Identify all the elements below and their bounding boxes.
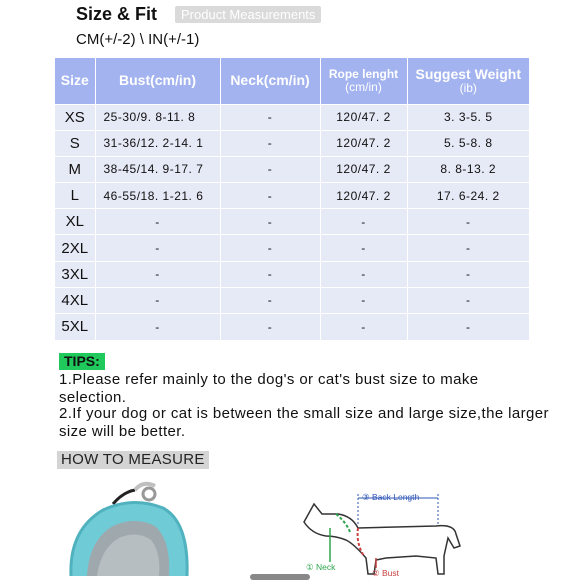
harness-image [63,470,213,580]
cell-weight: - [407,235,529,261]
cell-bust: 38-45/14. 9-17. 7 [95,156,220,182]
dog-measure-diagram [296,484,476,578]
cell-bust: - [95,261,220,287]
header-rope-length: Rope lenght (cm/in) [320,58,407,104]
cell-bust: - [95,235,220,261]
header-bust: Bust(cm/in) [95,58,220,104]
cell-neck: - [220,209,320,235]
cell-size: S [55,130,95,156]
table-row [55,235,529,261]
table-header-row [55,58,529,104]
title-row [76,4,321,25]
tip-1: 1.Please refer mainly to the dog's or cat's bust size to make selection. [59,371,479,406]
cell-bust: 46-55/18. 1-21. 6 [95,183,220,209]
cell-rope: 120/47. 2 [320,183,407,209]
cell-bust: 31-36/12. 2-14. 1 [95,130,220,156]
header-neck: Neck(cm/in) [220,58,320,104]
cell-weight: 3. 3-5. 5 [407,104,529,130]
table-row [55,183,529,209]
page-title: Size & Fit [76,4,158,24]
table-row [55,209,529,235]
cell-size: 2XL [55,235,95,261]
cell-neck: - [220,261,320,287]
cell-size: XS [55,104,95,130]
cell-bust: - [95,287,220,313]
back-length-label: ③ Back Length [362,492,420,502]
header-size: Size [55,58,95,104]
cell-size: 4XL [55,287,95,313]
cell-weight: 8. 8-13. 2 [407,156,529,182]
cell-weight: - [407,287,529,313]
table-row [55,156,529,182]
table-row [55,130,529,156]
cell-size: XL [55,209,95,235]
scroll-indicator [250,574,310,580]
cell-size: 3XL [55,261,95,287]
cell-weight: - [407,261,529,287]
header-suggest-weight: Suggest Weight (ib) [407,58,529,104]
cell-rope: - [320,287,407,313]
size-table [55,58,529,340]
cell-neck: - [220,156,320,182]
table-row [55,287,529,313]
bust-label: ② Bust [372,568,399,578]
cell-weight: 5. 5-8. 8 [407,130,529,156]
product-measurements-badge: Product Measurements [175,6,321,23]
table-row [55,261,529,287]
cell-neck: - [220,104,320,130]
tips-label: TIPS: [59,353,105,370]
cell-bust: - [95,209,220,235]
how-to-measure-label: HOW TO MEASURE [57,451,209,469]
cell-neck: - [220,287,320,313]
tip-2: 2.If your dog or cat is between the small size and large size,the larger size will be better. [59,405,549,440]
table-row [55,104,529,130]
cell-weight: 17. 6-24. 2 [407,183,529,209]
cell-size: L [55,183,95,209]
cell-neck: - [220,183,320,209]
neck-label: ① Neck [306,562,336,572]
cell-neck: - [220,235,320,261]
table-row [55,314,529,340]
cell-rope: 120/47. 2 [320,130,407,156]
cell-neck: - [220,130,320,156]
cell-size: 5XL [55,314,95,340]
cell-rope: 120/47. 2 [320,104,407,130]
cell-weight: - [407,209,529,235]
cell-rope: - [320,314,407,340]
cell-bust: - [95,314,220,340]
cell-bust: 25-30/9. 8-11. 8 [95,104,220,130]
cell-rope: - [320,235,407,261]
cell-rope: - [320,261,407,287]
cell-neck: - [220,314,320,340]
cell-size: M [55,156,95,182]
units-note: CM(+/-2) \ IN(+/-1) [76,31,200,48]
cell-rope: 120/47. 2 [320,156,407,182]
cell-weight: - [407,314,529,340]
cell-rope: - [320,209,407,235]
